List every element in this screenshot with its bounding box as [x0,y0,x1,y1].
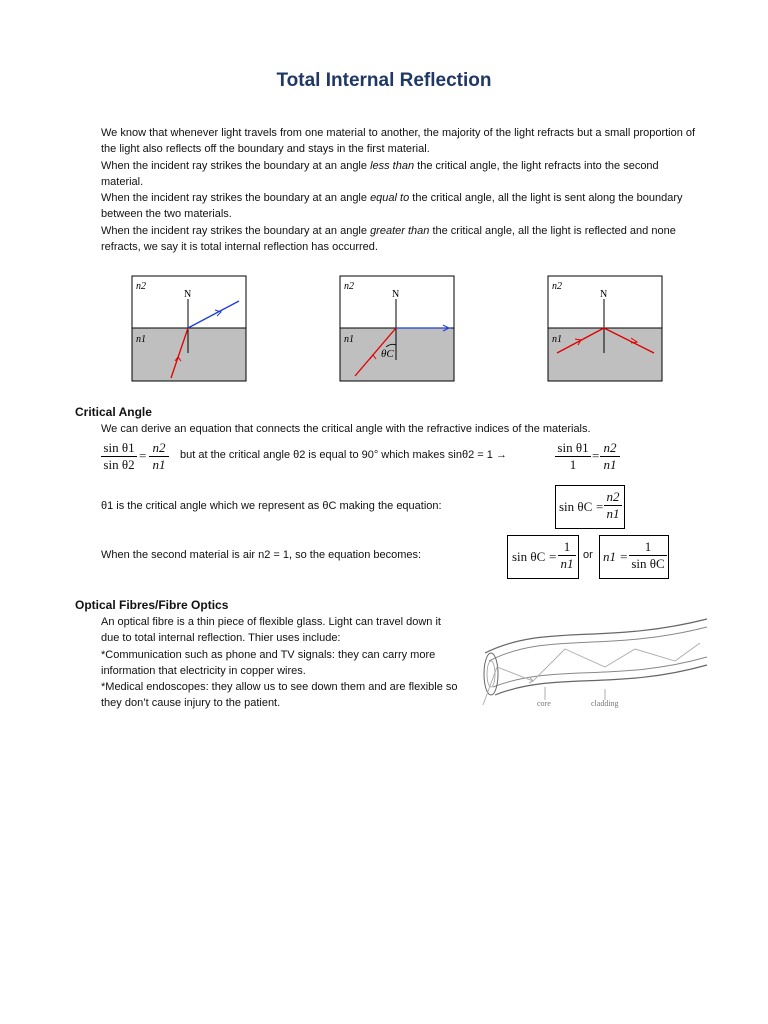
critical-angle-diagram [339,275,455,383]
normal-label: N [600,289,608,300]
core-label: core [537,699,551,708]
intro-p4: When the incident ray strikes the boundary at an angle greater than the critical angle, all the light is reflected and none refracts, we say it is total internal reflection has occurred. [101,224,676,254]
sin-c-label: sin θC [559,499,593,514]
or-text: or [583,549,593,561]
intro-p3: When the incident ray strikes the boundary at an angle equal to the critical angle, all the light is sent along the boundary between the two materials. [101,192,683,221]
n1-symbol: n1 [603,549,616,564]
cladding-outer-bottom [495,665,707,695]
optical-line: An optical fibre is a thin piece of flexible glass. Light can travel down it due to total internal reflection. Thier uses include: [101,616,441,645]
normal-label: N [184,289,192,300]
fibre-end [484,653,498,695]
n1-label: n1 [552,334,562,345]
equation-box-air [507,535,579,579]
medium-n1 [132,328,246,381]
tir-diagram [547,275,663,383]
equals-sign: = [596,499,604,514]
n1-label: n1 [136,334,146,345]
n2-label: n2 [344,281,354,292]
optical-fibres-heading: Optical Fibres/Fibre Optics [75,598,229,612]
optical-line: *Medical endoscopes: they allow us to see down them and are flexible so they don’t cause injury to the patient. [101,681,458,710]
theta1-text: θ1 is the critical angle which we represent as θC making the equation: [101,500,442,512]
equation-box-sin-c [555,485,625,529]
medium-n1 [548,328,662,381]
equals-sign: = [592,448,600,463]
fraction-sin-over-one: $\frac{\text{sin θ1}}{1}$ [555,440,591,473]
optical-fibres-text [101,614,461,712]
n2-label: n2 [136,281,146,292]
page-title: Total Internal Reflection [276,70,492,91]
equation-box-n1 [599,535,669,579]
theta-c-label: θC [381,348,394,360]
fraction-one-over-n1: $\frac{1}{n1}$ [558,539,576,572]
intro-p1: We know that whenever light travels from one material to another, the majority of the light refracts but a small proportion of the light also reflects off the boundary and stays in the first material. [101,127,696,156]
critical-angle-middle-text: but at the critical angle θ2 is equal to 90° which makes sinθ2 = 1 → [180,449,507,461]
optical-fibre-illustration [475,605,715,715]
optical-line: *Communication such as phone and TV signals: they can carry more information that electricity in copper wires. [101,648,436,677]
fraction-one-over-sin: $\frac{1}{\text{sin θC}}$ [629,539,667,572]
equals-sign: = [620,549,628,564]
intro-text [101,125,701,255]
fraction-n-ratio: $\frac{n2}{n1}$ [149,440,169,473]
normal-label: N [392,289,400,300]
refracted-ray [188,301,239,328]
n1-label: n1 [344,334,354,345]
critical-angle-intro: We can derive an equation that connects the critical angle with the refractive indices of the materials. [101,423,591,435]
air-text: When the second material is air n2 = 1, so the equation becomes: [101,549,422,561]
equals-sign: = [139,448,147,463]
intro-p2: When the incident ray strikes the boundary at an angle less than the critical angle, the light refracts into the second material. [101,159,659,188]
core-top [489,627,707,661]
cladding-outer-top [485,619,707,653]
sin-c-label: sin θC [512,549,546,564]
critical-angle-heading: Critical Angle [75,405,152,419]
fraction-n-ratio-2: $\frac{n2}{n1}$ [600,440,620,473]
cladding-label: cladding [591,699,619,708]
fraction-n-ratio-3: $\frac{n2}{n1}$ [604,489,622,522]
equals-sign: = [549,549,557,564]
fraction-sin-ratio: $\frac{\text{sin θ1}}{\text{sin θ2}}$ [101,440,137,473]
refraction-diagram [131,275,247,383]
n2-label: n2 [552,281,562,292]
